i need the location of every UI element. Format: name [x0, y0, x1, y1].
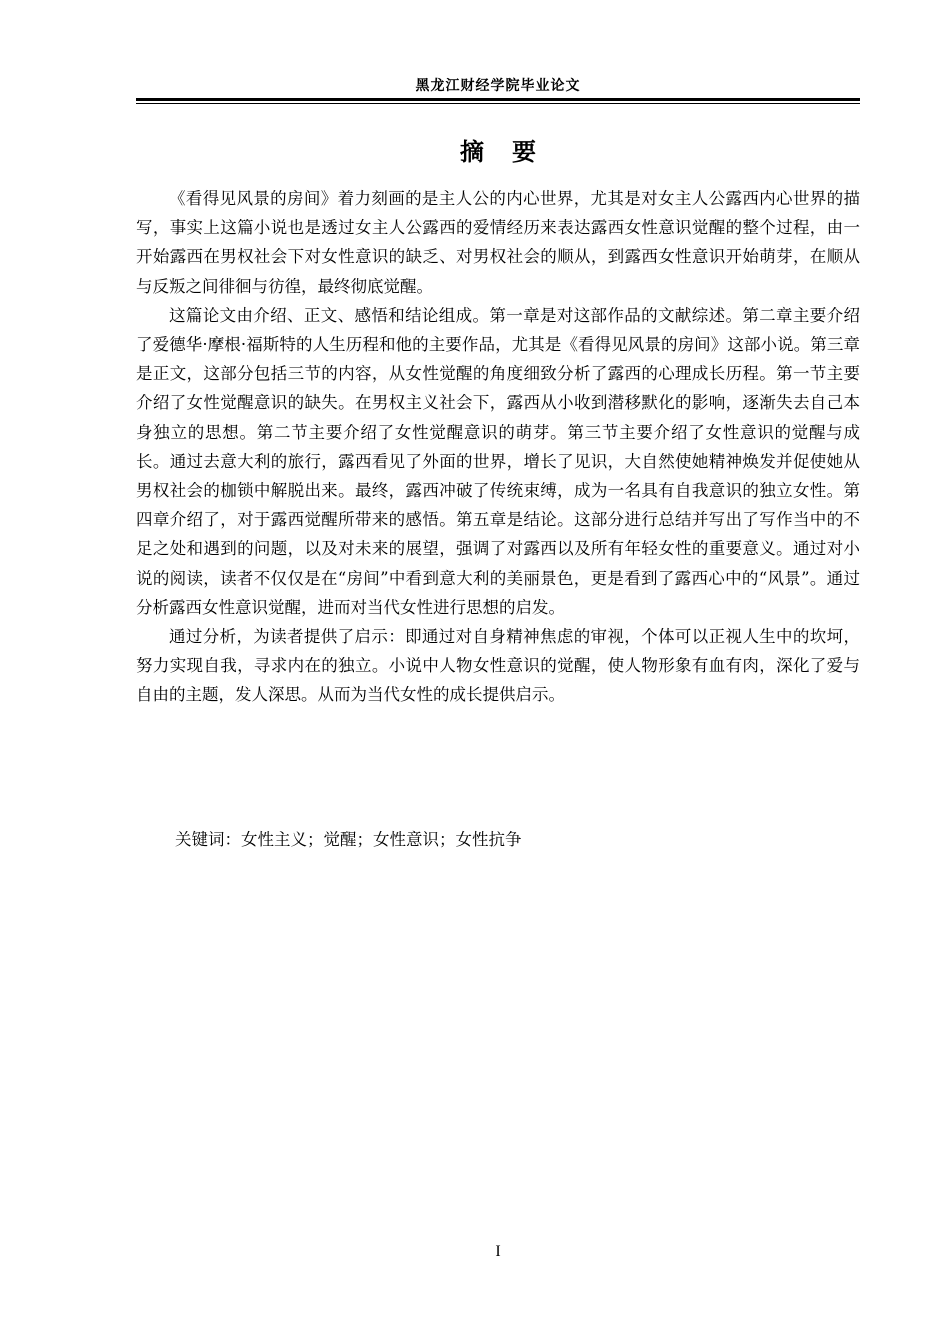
header-rule-thick	[136, 98, 860, 101]
keywords-list: 女性主义；觉醒；女性意识；女性抗争	[241, 830, 522, 849]
header-title: 黑龙江财经学院毕业论文	[415, 78, 581, 94]
page-number: I	[495, 1243, 501, 1260]
keywords-line	[175, 826, 522, 854]
abstract-title: 摘要	[460, 138, 564, 166]
page-header	[136, 76, 860, 106]
abstract-body	[136, 184, 860, 710]
abstract-paragraph-2: 这篇论文由介绍、正文、感悟和结论组成。第一章是对这部作品的文献综述。第二章主要介绍了爱德华·摩根·福斯特的人生历程和他的主要作品，尤其是《看得见风景的房间》这部小说。第三章是正文，这部分包括三节的内容，从女性觉醒的角度细致分析了露西的心理成长历程。第一节主要介绍了女性觉醒意识的缺失。在男权主义社会下，露西从小收到潜移默化的影响，逐渐失去自己本身独立的思想。第二节主要介绍了女性觉醒意识的萌芽。第三节主要介绍了女性意识的觉醒与成长。通过去意大利的旅行，露西看见了外面的世界，增长了见识，大自然使她精神焕发并促使她从男权社会的枷锁中解脱出来。最终，露西冲破了传统束缚，成为一名具有自我意识的独立女性。第四章介绍了，对于露西觉醒所带来的感悟。第五章是结论。这部分进行总结并写出了写作当中的不足之处和遇到的问题，以及对未来的展望，强调了对露西以及所有年轻女性的重要意义。通过对小说的阅读，读者不仅仅是在“房间”中看到意大利的美丽景色，更是看到了露西心中的“风景”。通过分析露西女性意识觉醒，进而对当代女性进行思想的启发。	[136, 305, 860, 617]
header-rule-thin	[136, 103, 860, 104]
abstract-paragraph-3: 通过分析，为读者提供了启示：即通过对自身精神焦虑的审视，个体可以正视人生中的坎坷，努力实现自我，寻求内在的独立。小说中人物女性意识的觉醒，使人物形象有血有肉，深化了爱与自由的主题，发人深思。从而为当代女性的成长提供启示。	[136, 627, 860, 705]
keywords-label: 关键词：	[175, 830, 241, 849]
abstract-paragraph-1: 《看得见风景的房间》着力刻画的是主人公的内心世界，尤其是对女主人公露西内心世界的描写，事实上这篇小说也是透过女主人公露西的爱情经历来表达露西女性意识觉醒的整个过程，由一开始露西在男权社会下对女性意识的缺乏、对男权社会的顺从，到露西女性意识开始萌芽，在顺从与反叛之间徘徊与彷徨，最终彻底觉醒。	[136, 189, 860, 296]
